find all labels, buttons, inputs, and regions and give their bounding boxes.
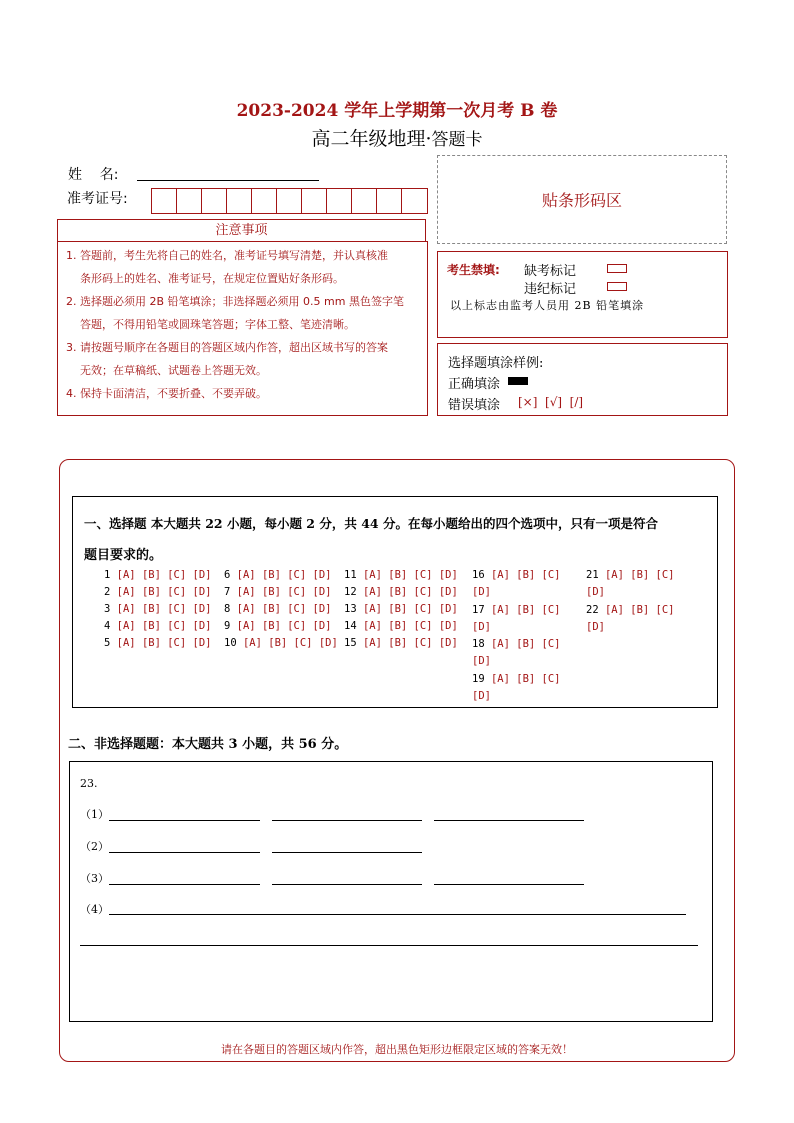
question-14-options[interactable] [344, 620, 458, 632]
question-number: 5 [104, 637, 117, 649]
exam-id-digit-box[interactable] [377, 189, 402, 213]
question-number: 23. [80, 777, 98, 790]
question-9-options[interactable] [224, 620, 331, 632]
question-15-options[interactable] [344, 637, 458, 649]
question-number: 11 [344, 569, 363, 581]
answer-line[interactable] [272, 852, 422, 853]
question-number: 9 [224, 620, 237, 632]
question-11-options[interactable] [344, 569, 458, 581]
name-field[interactable] [137, 180, 319, 181]
part-3-label: （3） [80, 872, 109, 885]
option-bubbles[interactable]: [A] [B] [C] [D] [236, 620, 332, 632]
forbid-note: 以上标志由监考人员用 2B 铅笔填涂 [450, 299, 645, 312]
option-bubbles[interactable]: [A] [B] [C] [D] [116, 620, 212, 632]
notice-item: 4. 保持卡面清洁，不要折叠、不要弄破。 [66, 387, 267, 400]
option-bubbles[interactable]: [A] [B] [C] [490, 603, 561, 616]
question-number: 6 [224, 569, 237, 581]
question-8-options[interactable] [224, 603, 331, 615]
exam-id-digit-box[interactable] [252, 189, 277, 213]
answer-line[interactable] [434, 884, 584, 885]
option-d-bubble[interactable]: [D] [472, 586, 491, 598]
question-12-options[interactable] [344, 586, 458, 598]
footer-warning: 请在各题目的答题区域内作答，超出黑色矩形边框限定区域的答案无效！ [221, 1043, 573, 1056]
question-number: 17 [472, 603, 491, 616]
question-number: 7 [224, 586, 237, 598]
part-4-label: （4） [80, 903, 109, 916]
option-bubbles[interactable]: [A] [B] [C] [D] [362, 569, 458, 581]
question-number: 2 [104, 586, 117, 598]
subtitle-sub: 答题卡 [431, 130, 483, 150]
question-5-options[interactable] [104, 637, 211, 649]
correct-fill-sample [508, 377, 528, 385]
choice-section-heading: 一、选择题 本大题共 22 小题，每小题 2 分，共 44 分。在每小题给出的四个选项中，只有一项是符合 题目要求的。 [84, 516, 658, 563]
option-bubbles[interactable]: [A] [B] [C] [D] [116, 637, 212, 649]
exam-id-digit-box[interactable] [152, 189, 177, 213]
question-number: 18 [472, 638, 491, 650]
question-2-options[interactable] [104, 586, 211, 598]
question-21-options[interactable] [586, 569, 675, 581]
exam-id-digit-box[interactable] [327, 189, 352, 213]
option-bubbles[interactable]: [A] [B] [C] [490, 569, 561, 581]
question-10-options[interactable] [224, 637, 338, 649]
answer-line[interactable] [109, 914, 686, 915]
option-d-bubble[interactable]: [D] [472, 689, 491, 702]
question-13-options[interactable] [344, 603, 458, 615]
exam-id-digit-box[interactable] [302, 189, 327, 213]
option-bubbles[interactable]: [A] [B] [C] [490, 638, 561, 650]
answer-line[interactable] [272, 820, 422, 821]
absent-mark-box[interactable] [607, 264, 627, 273]
option-bubbles[interactable]: [A] [B] [C] [D] [362, 637, 458, 649]
option-bubbles[interactable]: [A] [B] [C] [D] [116, 603, 212, 615]
question-number: 16 [472, 569, 491, 581]
option-bubbles[interactable]: [A] [B] [C] [D] [236, 603, 332, 615]
option-d-bubble[interactable]: [D] [586, 620, 605, 633]
question-number: 10 [224, 637, 243, 649]
option-d-bubble[interactable]: [D] [472, 655, 491, 667]
forbid-label: 考生禁填: [447, 263, 500, 277]
non-choice-heading: 二、非选择题题：本大题共 3 小题，共 56 分。 [68, 737, 348, 752]
subtitle-separator: · [425, 128, 432, 150]
examinee-forbidden-box [437, 251, 728, 338]
exam-id-digit-box[interactable] [177, 189, 202, 213]
exam-id-boxes[interactable] [151, 188, 428, 214]
option-bubbles[interactable]: [A] [B] [C] [604, 603, 675, 616]
exam-title: 2023-2024 学年上学期第一次月考 B 卷 [236, 101, 558, 121]
question-number: 22 [586, 603, 605, 616]
option-d-bubble[interactable]: [D] [472, 620, 491, 633]
violation-mark-box[interactable] [607, 282, 627, 291]
question-number: 8 [224, 603, 237, 615]
question-number: 14 [344, 620, 363, 632]
option-bubbles[interactable]: [A] [B] [C] [D] [236, 586, 332, 598]
name-label: 姓 名: [68, 167, 119, 183]
question-number: 12 [344, 586, 363, 598]
subtitle-main: 高二年级地理 [311, 128, 426, 150]
question-7-options[interactable] [224, 586, 331, 598]
question-number: 19 [472, 672, 491, 685]
notice-item: 3. 请按题号顺序在各题目的答题区域内作答，超出区域书写的答案 无效；在草稿纸、试题卷上答题无效。 [66, 341, 388, 377]
notice-box [57, 241, 428, 416]
question-number: 15 [344, 637, 363, 649]
answer-line[interactable] [434, 820, 584, 821]
notice-heading: 注意事项 [57, 219, 426, 242]
option-bubbles[interactable]: [A] [B] [C] [490, 672, 561, 685]
answer-line[interactable] [272, 884, 422, 885]
exam-id-digit-box[interactable] [277, 189, 302, 213]
question-number: 1 [104, 569, 117, 581]
question-3-options[interactable] [104, 603, 211, 615]
question-23-box [69, 761, 713, 1022]
exam-id-label: 准考证号: [67, 191, 128, 207]
violation-mark-label: 违纪标记 [524, 282, 577, 297]
option-bubbles[interactable]: [A] [B] [C] [D] [242, 637, 338, 649]
card-subtitle [0, 124, 794, 151]
wrong-fill-samples: [×] [√] [/] [518, 395, 584, 409]
question-4-options[interactable] [104, 620, 211, 632]
part-1-label: （1） [80, 808, 109, 821]
question-6-options[interactable] [224, 569, 331, 581]
exam-id-digit-box[interactable] [402, 189, 427, 213]
absent-mark-label: 缺考标记 [524, 264, 577, 279]
question-19-options[interactable] [472, 673, 561, 685]
option-bubbles[interactable]: [A] [B] [C] [D] [362, 603, 458, 615]
question-1-options[interactable] [104, 569, 211, 581]
option-bubbles[interactable]: [A] [B] [C] [D] [362, 620, 458, 632]
option-bubbles[interactable]: [A] [B] [C] [D] [362, 586, 458, 598]
question-18-options[interactable] [472, 638, 561, 650]
question-number: 3 [104, 603, 117, 615]
question-number: 13 [344, 603, 363, 615]
answer-line[interactable] [109, 884, 260, 885]
option-d-bubble[interactable]: [D] [586, 586, 605, 598]
option-bubbles[interactable]: [A] [B] [C] [D] [116, 586, 212, 598]
sample-heading: 选择题填涂样例: [448, 356, 544, 371]
option-bubbles[interactable]: [A] [B] [C] [D] [116, 569, 212, 581]
part-2-label: （2） [80, 840, 109, 853]
question-22-options[interactable] [586, 604, 675, 616]
answer-line[interactable] [109, 852, 260, 853]
question-number: 4 [104, 620, 117, 632]
fill-sample-box [437, 343, 728, 416]
wrong-fill-label: 错误填涂 [448, 398, 501, 413]
exam-id-digit-box[interactable] [227, 189, 252, 213]
notice-item: 2. 选择题必须用 2B 铅笔填涂；非选择题必须用 0.5 mm 黑色签字笔 答题，不得用铅笔或圆珠笔答题；字体工整、笔迹清晰。 [66, 295, 404, 331]
answer-line[interactable] [109, 820, 260, 821]
option-bubbles[interactable]: [A] [B] [C] [D] [236, 569, 332, 581]
notice-item: 1. 答题前，考生先将自己的姓名，准考证号填写清楚，并认真核准 条形码上的姓名、准考证号，在规定位置贴好条形码。 [66, 249, 388, 285]
question-16-options[interactable] [472, 569, 561, 581]
question-number: 21 [586, 569, 605, 581]
option-bubbles[interactable]: [A] [B] [C] [604, 569, 675, 581]
correct-fill-label: 正确填涂 [448, 377, 501, 392]
question-17-options[interactable] [472, 604, 561, 616]
barcode-area: 贴条形码区 [437, 155, 727, 244]
answer-line[interactable] [80, 945, 698, 946]
exam-id-digit-box[interactable] [202, 189, 227, 213]
exam-id-digit-box[interactable] [352, 189, 377, 213]
